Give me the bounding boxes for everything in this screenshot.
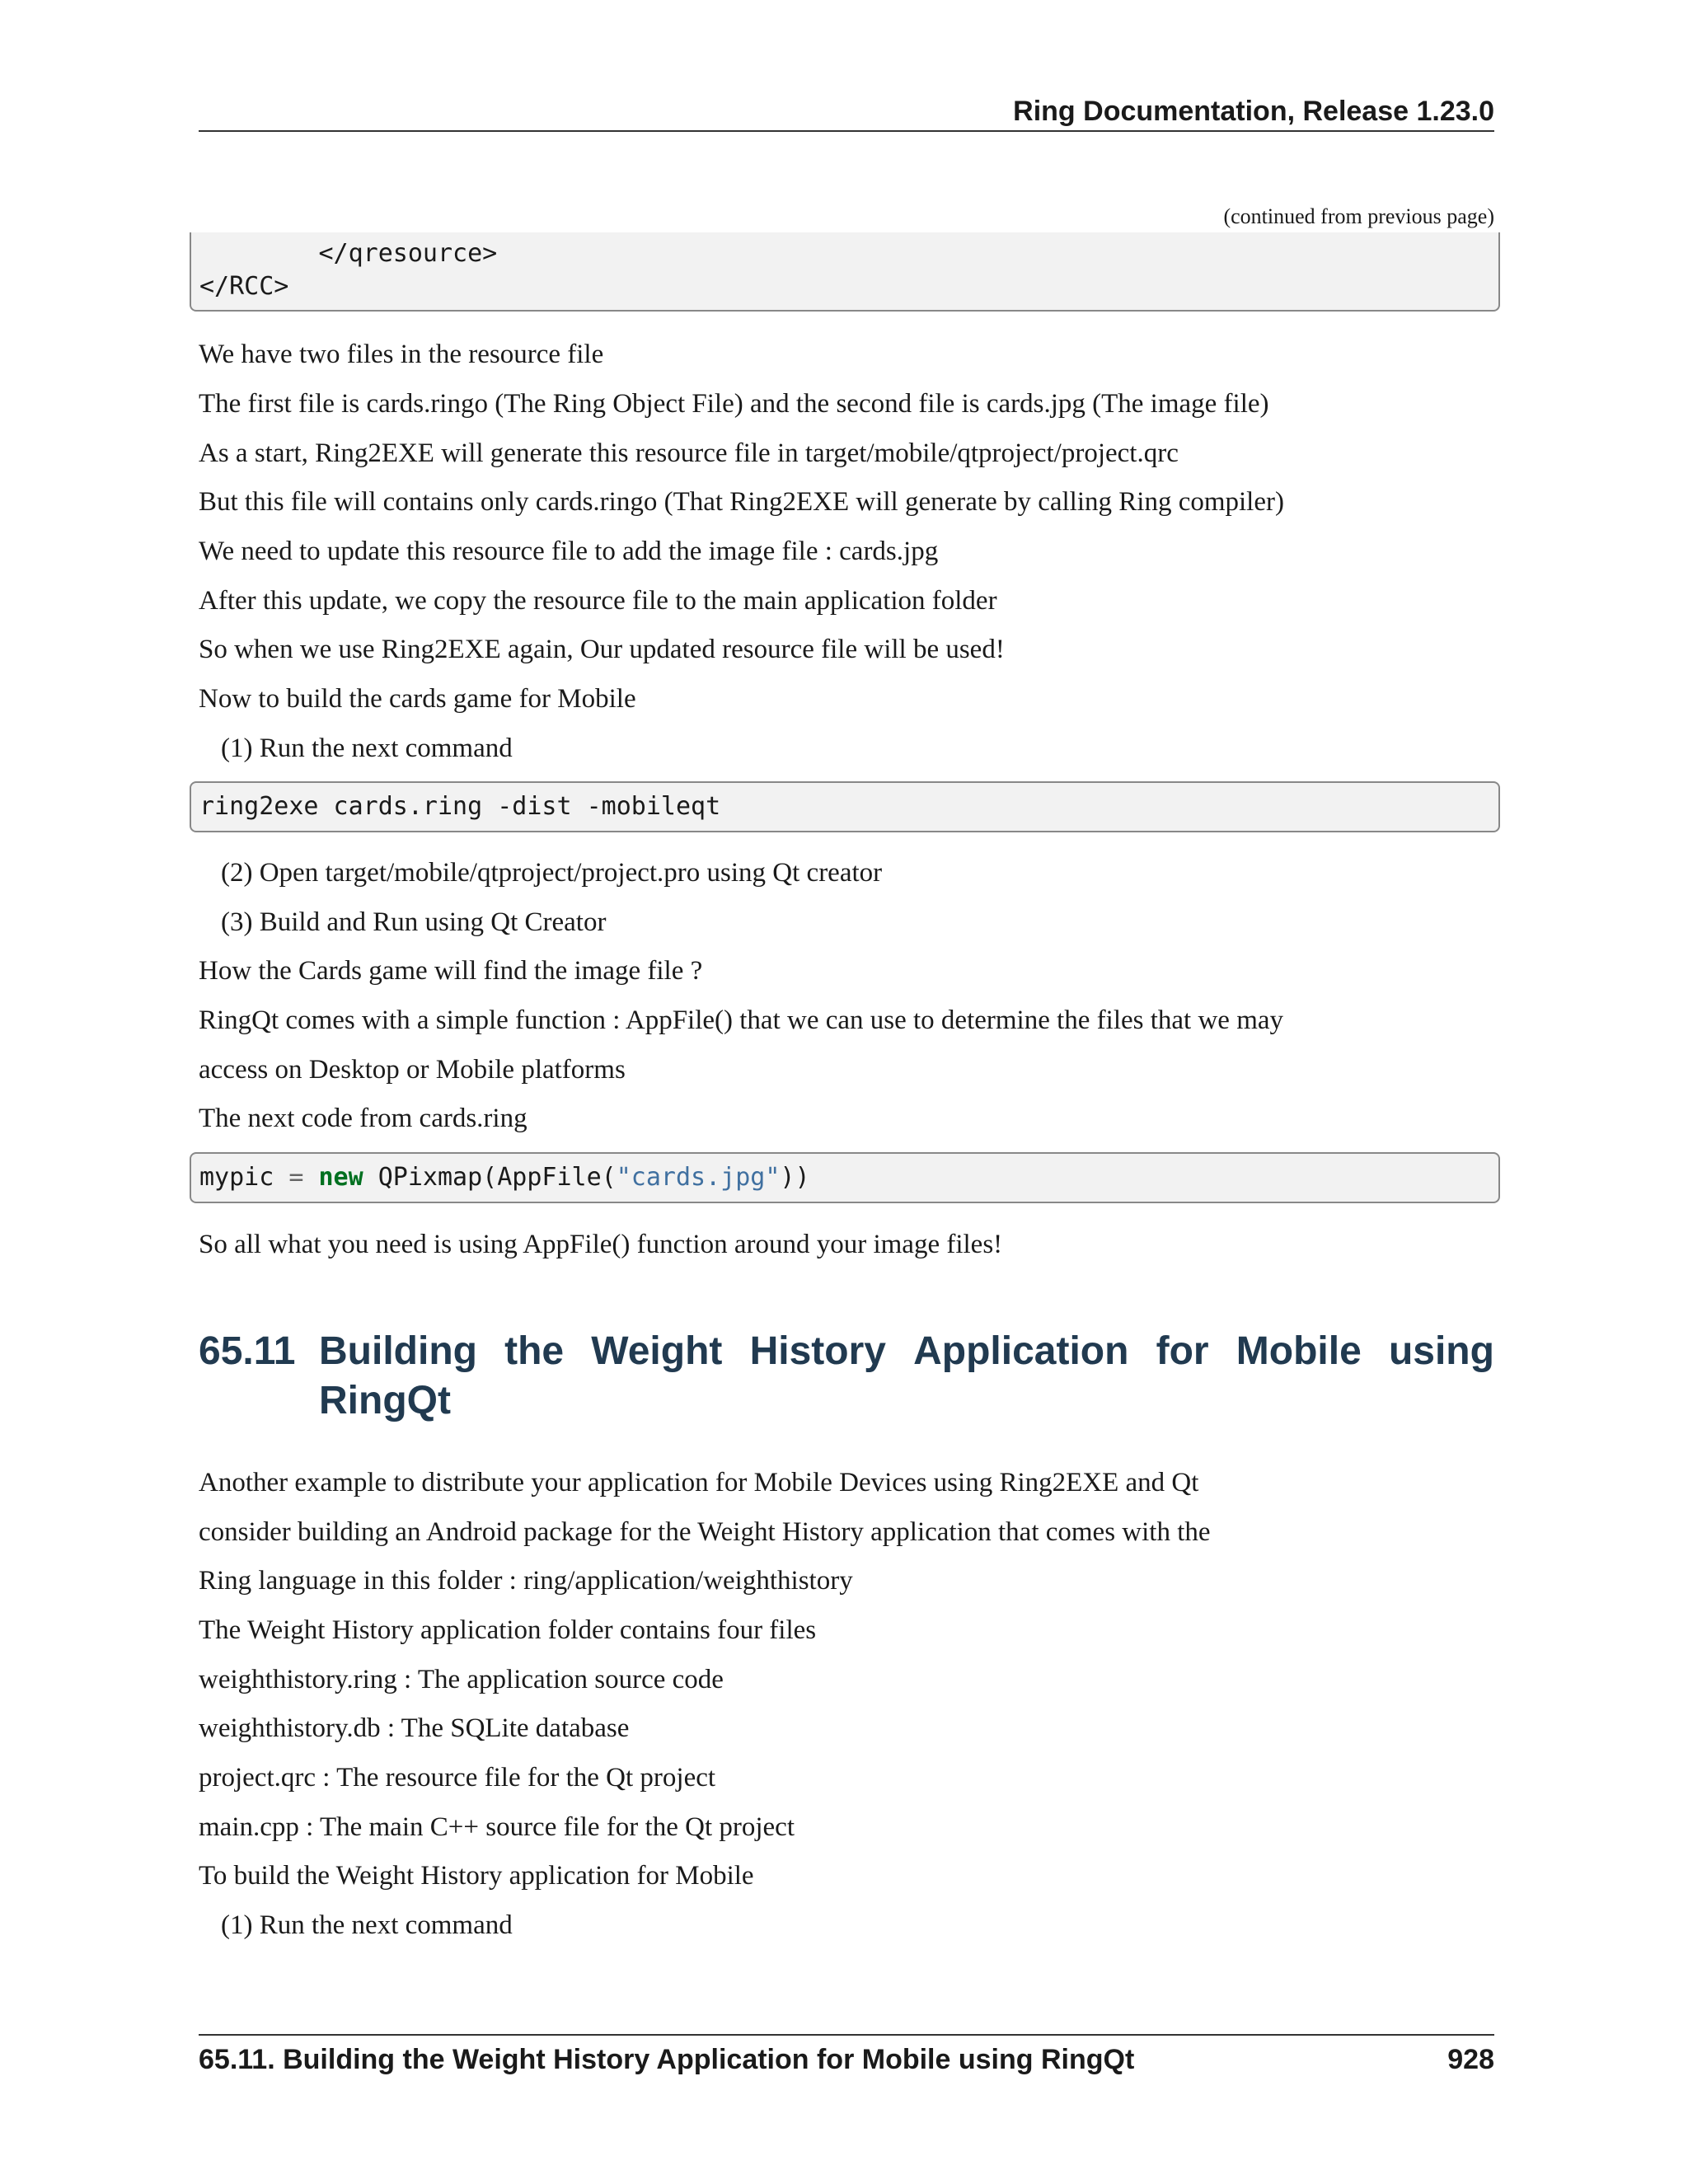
code-var: mypic <box>199 1163 274 1192</box>
paragraph: weighthistory.ring : The application source code <box>199 1665 724 1694</box>
paragraph: To build the Weight History application for Mobile <box>199 1861 754 1891</box>
paragraph: main.cpp : The main C++ source file for the Qt project <box>199 1812 795 1842</box>
paragraph: So when we use Ring2EXE again, Our updated resource file will be used! <box>199 635 1005 664</box>
title-word: for <box>1156 1329 1209 1373</box>
title-word: Weight <box>591 1329 723 1373</box>
code-keyword: new <box>318 1163 363 1192</box>
code-block-command <box>190 781 1500 832</box>
paragraph: weighthistory.db : The SQLite database <box>199 1713 630 1743</box>
paragraph: The first file is cards.ringo (The Ring Object File) and the second file is cards.jpg (The image file) <box>199 389 1269 419</box>
code-call: QPixmap(AppFile( <box>377 1163 617 1192</box>
paragraph: project.qrc : The resource file for the Qt project <box>199 1763 716 1793</box>
paragraph: So all what you need is using AppFile() function around your image files! <box>199 1230 1003 1259</box>
title-word: the <box>504 1329 565 1373</box>
code-line: ring2exe cards.ring -dist -mobileqt <box>199 792 721 821</box>
paragraph: The Weight History application folder contains four files <box>199 1615 817 1645</box>
title-word: Building <box>319 1329 477 1373</box>
paragraph: consider building an Android package for the Weight History application that comes with the <box>199 1517 1211 1547</box>
code-line: </qresource> <box>199 239 498 268</box>
paragraph: We have two files in the resource file <box>199 340 604 369</box>
paragraph: RingQt comes with a simple function : AppFile() that we can use to determine the files that we may <box>199 1005 1284 1035</box>
code-block-rcc-end <box>190 232 1500 312</box>
code-operator: = <box>288 1163 304 1192</box>
paragraph: Now to build the cards game for Mobile <box>199 684 636 714</box>
paragraph: But this file will contains only cards.ringo (That Ring2EXE will generate by calling Ring compiler) <box>199 487 1284 517</box>
paragraph: As a start, Ring2EXE will generate this resource file in target/mobile/qtproject/project.qrc <box>199 438 1179 468</box>
section-title-line-2: RingQt <box>319 1379 451 1422</box>
paragraph: We need to update this resource file to add the image file : cards.jpg <box>199 537 939 566</box>
paragraph: access on Desktop or Mobile platforms <box>199 1055 626 1085</box>
title-word: Application <box>913 1329 1129 1373</box>
paragraph: Ring language in this folder : ring/application/weighthistory <box>199 1566 853 1596</box>
code-line: </RCC> <box>199 272 289 301</box>
list-item: (1) Run the next command <box>221 733 513 763</box>
paragraph: The next code from cards.ring <box>199 1104 528 1133</box>
code-string: "cards.jpg" <box>616 1163 781 1192</box>
page-number: 928 <box>1447 2044 1494 2075</box>
section-title-line-1 <box>319 1327 1494 1376</box>
paragraph: How the Cards game will find the image file ? <box>199 956 703 986</box>
list-item: (2) Open target/mobile/qtproject/project.pro using Qt creator <box>221 858 883 888</box>
continued-note: (continued from previous page) <box>1223 204 1494 228</box>
title-word: using <box>1388 1329 1494 1373</box>
section-number: 65.11 <box>199 1329 296 1373</box>
footer-section-title: 65.11. Building the Weight History Application for Mobile using RingQt <box>199 2044 1135 2075</box>
paragraph: Another example to distribute your application for Mobile Devices using Ring2EXE and Qt <box>199 1468 1199 1497</box>
list-item: (1) Run the next command <box>221 1910 513 1940</box>
paragraph: After this update, we copy the resource file to the main application folder <box>199 586 997 616</box>
code-call-close: )) <box>780 1163 810 1192</box>
title-word: Mobile <box>1236 1329 1362 1373</box>
code-block-pixmap <box>190 1152 1500 1203</box>
running-header: Ring Documentation, Release 1.23.0 <box>1013 96 1494 127</box>
header-rule <box>199 130 1494 132</box>
list-item: (3) Build and Run using Qt Creator <box>221 907 607 937</box>
footer-rule <box>199 2034 1494 2036</box>
title-word: History <box>749 1329 886 1373</box>
